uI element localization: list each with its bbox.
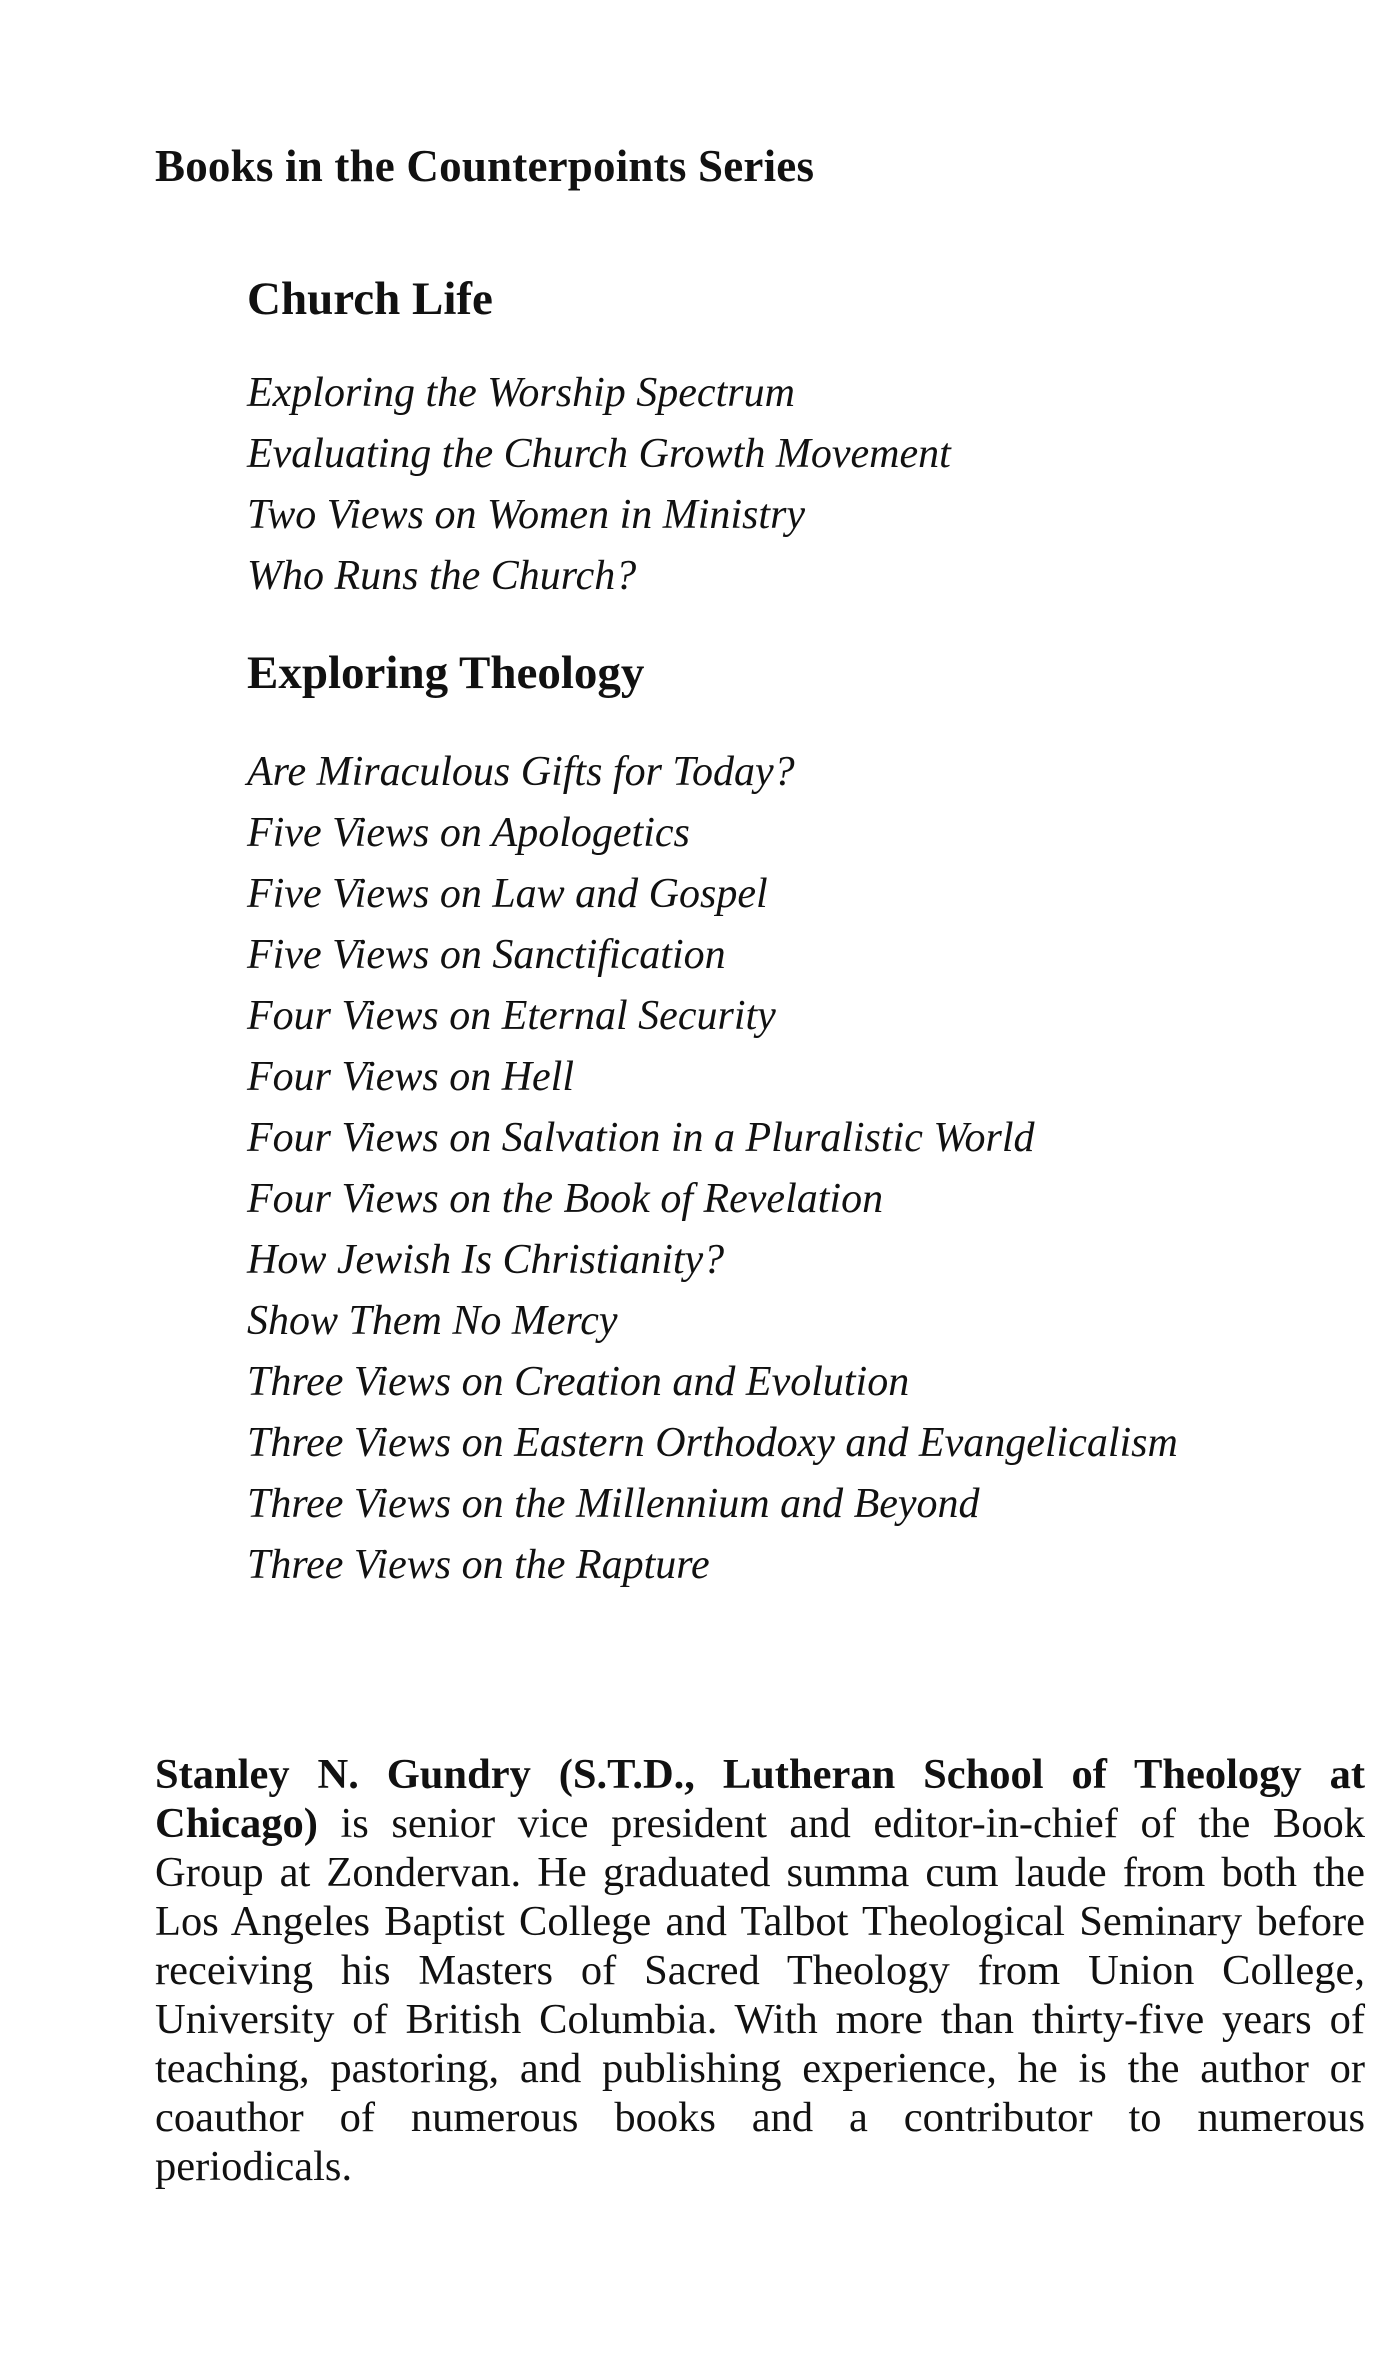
book-title: Four Views on the Book of Revelation: [247, 1176, 884, 1222]
book-title: How Jewish Is Christianity?: [247, 1237, 725, 1283]
book-title: Evaluating the Church Growth Movement: [247, 431, 951, 477]
book-title: Two Views on Women in Ministry: [247, 492, 806, 538]
author-name-credentials: Stanley N. Gundry (S.T.D., Lutheran School of Theology at Chicago): [155, 1751, 1365, 1847]
book-title: Five Views on Law and Gospel: [247, 871, 768, 917]
book-title: Five Views on Sanctification: [247, 932, 726, 978]
category-title: Exploring Theology: [247, 647, 645, 699]
book-title: Show Them No Mercy: [247, 1298, 618, 1344]
series-heading: Books in the Counterpoints Series: [155, 141, 815, 191]
category-title: Church Life: [247, 273, 493, 325]
book-title: Three Views on Creation and Evolution: [247, 1359, 910, 1405]
book-title: Four Views on Salvation in a Pluralistic World: [247, 1115, 1035, 1161]
book-title: Exploring the Worship Spectrum: [247, 370, 795, 416]
category-exploring-theology: [247, 647, 1178, 1596]
book-title: Four Views on Hell: [247, 1054, 575, 1100]
book-title: Who Runs the Church?: [247, 553, 637, 599]
book-title: Three Views on the Millennium and Beyond: [247, 1481, 980, 1527]
book-title: Four Views on Eternal Security: [247, 993, 776, 1039]
book-list: [247, 363, 951, 607]
author-bio-text: is senior vice president and editor-in-chief of the Book Group at Zondervan. He graduated summa cum laude from both the Los Angeles Baptist College and Talbot Theological Seminary before receiving his Masters of Sacred Theology from Union College, University of British Columbia. With more than thirty-five years of teaching, pastoring, and publishing experience, he is the author or coauthor of numerous books and a contributor to numerous periodicals.: [155, 1800, 1365, 2190]
book-title: Are Miraculous Gifts for Today?: [247, 749, 795, 795]
category-church-life: [247, 273, 951, 607]
book-title: Five Views on Apologetics: [247, 810, 690, 856]
author-bio: [155, 1750, 1365, 2191]
book-title: Three Views on the Rapture: [247, 1542, 710, 1588]
book-list: [247, 742, 1178, 1596]
book-title: Three Views on Eastern Orthodoxy and Evangelicalism: [247, 1420, 1178, 1466]
